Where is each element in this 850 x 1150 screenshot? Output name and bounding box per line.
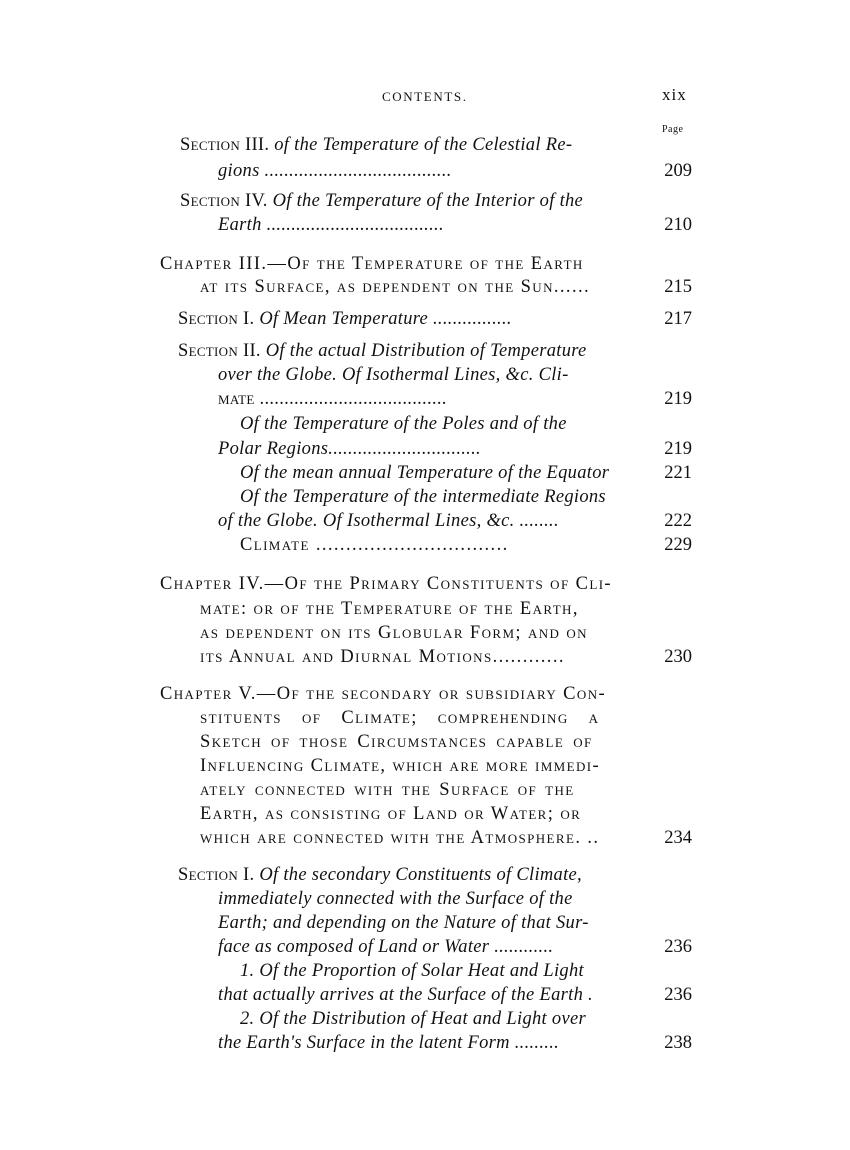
toc-title: Of the actual Distribution of Temperature [265,341,587,361]
page-number: xix [662,85,687,104]
toc-title: Of the Temperature of the Interior of the [272,191,584,211]
toc-line: Polar Regions............................... [218,439,481,459]
toc-line: of the Globe. Of Isothermal Lines, &c. ........ [218,511,559,531]
toc-line: the Earth's Surface in the latent Form ......... [218,1033,560,1053]
toc-line [180,190,583,212]
toc-line: gions ...................................... [218,161,452,181]
toc-title: of the Temperature of the Celestial Re- [274,135,573,155]
toc-line: Of the Temperature of the intermediate Regions [240,487,606,507]
section-label: Section [178,341,239,361]
page-ref: 236 [664,937,692,957]
page-ref: 215 [664,277,692,297]
toc-title: Of Mean Temperature ................ [259,309,512,329]
page-ref: 210 [664,215,692,235]
page-ref: 219 [664,439,692,459]
section-numeral: I. [238,309,260,329]
page-ref: 222 [664,511,692,531]
chapter-heading: Chapter III.—Of the Temperature of the Earth [160,254,584,274]
running-title: CONTENTS. [382,89,468,104]
section-label: Section [180,191,241,211]
toc-line: Influencing Climate, which are more immedi- [200,756,601,776]
toc-line: over the Globe. Of Isothermal Lines, &c. Cli- [218,365,569,385]
toc-title: Of the secondary Constituents of Climate, [259,865,582,885]
section-label: Section [178,309,239,329]
toc-line: Earth .................................... [218,215,444,235]
toc-line: 2. Of the Distribution of Heat and Light over [240,1009,586,1029]
page-ref: 221 [664,463,692,483]
toc-line: immediately connected with the Surface of the [218,889,573,909]
page-ref: 234 [664,828,692,848]
toc-line: face as composed of Land or Water ............ [218,937,554,957]
toc-line: as dependent on its Globular Form; and on [200,623,588,643]
toc-line: Sketch of those Circumstances capable of [200,732,593,752]
toc-line [180,134,572,156]
section-numeral: II. [238,341,266,361]
page-column-label: Page [662,124,684,135]
section-label: Section [180,135,241,155]
toc-line: Earth; and depending on the Nature of that Sur- [218,913,589,933]
section-label: Section [178,865,239,885]
page-ref: 209 [664,161,692,181]
toc-line: ately connected with the Surface of the [200,780,575,800]
toc-line: Earth, as consisting of Land or Water; or [200,804,582,824]
section-numeral: III. [240,135,275,155]
page-ref: 236 [664,985,692,1005]
page-ref: 217 [664,309,692,329]
section-numeral: I. [238,865,260,885]
toc-line: 1. Of the Proportion of Solar Heat and Light [240,961,584,981]
chapter-heading: Chapter IV.—Of the Primary Constituents of Cli- [160,574,612,594]
toc-line: stituents of Climate; comprehending a [200,708,600,728]
page-ref: 229 [664,535,692,555]
toc-line: that actually arrives at the Surface of the Earth . [218,985,593,1005]
toc-line [178,340,587,362]
page-ref: 219 [664,389,692,409]
toc-line: mate: or of the Temperature of the Earth, [200,599,579,619]
toc-line [178,308,512,330]
section-numeral: IV. [240,191,273,211]
chapter-heading: Chapter V.—Of the secondary or subsidiary Con- [160,684,607,704]
toc-line: Climate ................................ [240,535,509,555]
toc-line: at its Surface, as dependent on the Sun...... [200,277,591,297]
toc-line: its Annual and Diurnal Motions............ [200,647,565,667]
page-ref: 230 [664,647,692,667]
toc-line [178,864,582,886]
toc-line: mate ...................................... [218,389,447,409]
page-ref: 238 [664,1033,692,1053]
toc-line: Of the mean annual Temperature of the Equator [240,463,610,483]
toc-line: Of the Temperature of the Poles and of the [240,414,567,434]
toc-line: which are connected with the Atmosphere. .. [200,828,600,848]
